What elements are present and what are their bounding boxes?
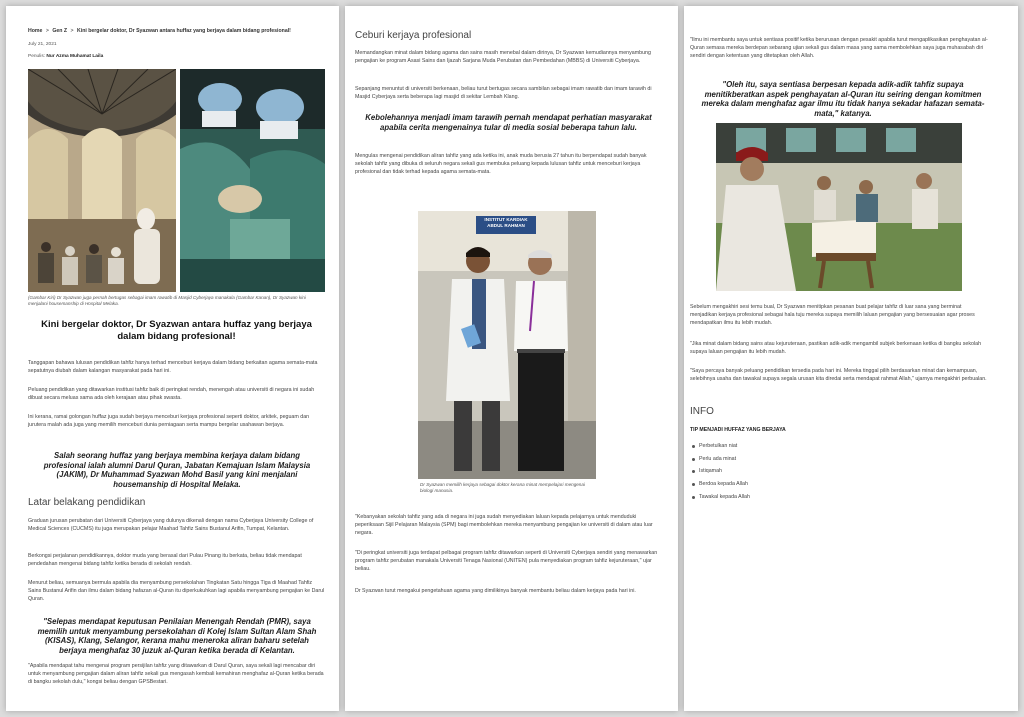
article-title: Kini bergelar doktor, Dr Syazwan antara huffaz yang berjaya dalam bidang profesional! bbox=[41, 319, 312, 342]
paragraph: Sebelum mengakhiri sesi temu bual, Dr Syazwan menitipkan pesanan buat pelajar tahfiz di luar sana yang berminat menjadikan kerjaya profesional sebagai hala tuju mereka supaya memilih laluan pengajian yang bersesuaian agar proses mendapatkan ilmu itu lebih mudah. bbox=[690, 304, 975, 327]
paragraph: Peluang pendidikan yang ditawarkan institusi tahfiz baik di peringkat rendah, menengah atau universiti di negara ini sudah dibuat secara meluas sama ada oleh kerajaan atau pihak swasta. bbox=[28, 387, 315, 402]
breadcrumb-separator: > bbox=[45, 28, 49, 34]
list-item: Perbetulkan niat bbox=[690, 443, 990, 456]
breadcrumb-current: Kini bergelar doktor, Dr Syazwan antara huffaz yang berjaya dalam bidang profesional! bbox=[77, 28, 291, 34]
post-date: July 21, 2021 bbox=[28, 42, 57, 47]
doctors-photo bbox=[418, 211, 596, 479]
paragraph: Memandangkan minat dalam bidang agama dan sains masih menebal dalam dirinya, Dr Syazwan kemudiannya menyambung pengajian ke program Asasi Sains dan Ijazah Sarjana Muda Perubatan dan Pembedahan (MBBS) di Universiti Cyberjaya. bbox=[355, 50, 651, 65]
pull-quote: "Selepas mendapat keputusan Penilaian Menengah Rendah (PMR), saya memilih untuk menyambung persekolahan di Kolej Islam Sultan Alam Shah (KISAS), Klang, Selangor, kerana mahu meneroka aliran baharu setelah berjaya menghafaz 30 juzuk al-Quran ketika berada di Kelantan. bbox=[37, 617, 317, 656]
section-heading: Ceburi kerjaya profesional bbox=[355, 30, 472, 41]
info-heading: INFO bbox=[690, 406, 714, 417]
article-page-2 bbox=[345, 6, 678, 711]
paragraph: "Ilmu ini membantu saya untuk sentiasa positif ketika berurusan dengan pesakit apabila turut mengaplikasikan penghayatan al-Quran semasa mereka berdepan sebarang ujian sekali gus dalam masa yang sama membolehkan saya juga muhasabah diri sendiri dengan ketentuan yang ditetapkan oleh Allah. bbox=[690, 37, 988, 60]
author-prefix: Penulis: bbox=[28, 54, 46, 59]
breadcrumb-home[interactable]: Home bbox=[28, 28, 43, 34]
list-item: Tawakal kepada Allah bbox=[690, 494, 990, 507]
paragraph: "Saya percaya banyak peluang pendidikan tersedia pada hari ini. Mereka tinggal pilih berdasarkan minat dan kemampuan, selebihnya usaha dan tawakal supaya segala urusan kita diredai serta mendapat rahmat Allah," ujarnya mengakhiri perbualan. bbox=[690, 368, 987, 383]
pull-quote: "Oleh itu, saya sentiasa berpesan kepada adik-adik tahfiz supaya menitikberatkan aspek penghayatan al-Quran itu seiring dengan komitmen mereka dalam menghafaz agar ilmu itu tidak hanya sekadar hafazan semata-mata," katanya. bbox=[701, 80, 985, 119]
paragraph: "Jika minat dalam bidang sains atau kejuruteraan, pastikan adik-adik mengambil subjek berkenaan ketika di bangku sekolah supaya laluan pengajian itu lebih mudah. bbox=[690, 341, 982, 356]
list-item: Perlu ada minat bbox=[690, 456, 990, 469]
photo-sign: INSTITUT KARDIAK ABDUL RAHMAN bbox=[484, 217, 528, 228]
pull-quote: Salah seorang huffaz yang berjaya membina kerjaya dalam bidang profesional ialah alumni Darul Quran, Jabatan Kemajuan Islam Malaysia (JAKIM), Dr Muhammad Syazwan Mohd Basil yang kini menjalani housemanship di Hospital Melaka. bbox=[43, 451, 311, 490]
photo-caption: Dr Syazwan memilih kerjaya sebagai doktor kerana minat mempelajari mengenai biologi manusia. bbox=[420, 482, 585, 494]
paragraph: Graduan jurusan perubatan dari Universiti Cyberjaya yang dulunya dikenali dengan nama Cyberjaya University College of Medical Sciences (CUCMS) itu juga merupakan pelajar Maahad Tahfiz Sains Bustanul Arifin, Tumpat, Kelantan. bbox=[28, 518, 314, 533]
paragraph: Sepanjang menuntut di universiti berkenaan, beliau turut bertugas secara sambilan sebagai imam rawatib dan imam tarawih di Masjid Cyberjaya serta beberapa lagi masjid di sekitar Lembah Klang. bbox=[355, 86, 652, 101]
breadcrumb-gen-z[interactable]: Gen Z bbox=[52, 28, 68, 34]
photo-caption: (Gambar Kiri) Dr Syazwan juga pernah bertugas sebagai imam rawatib di Masjid Cyberjaya manakala (Gambar Kanan), Dr Syazwan kini menjalani housemanship di Hospital Melaka. bbox=[28, 295, 306, 307]
article-page-1 bbox=[6, 6, 339, 711]
paragraph: Tanggapan bahawa lulusan pendidikan tahfiz hanya terhad menceburi kerjaya dalam bidang berkaitan agama semata-mata sepatutnya diubah dalam kalangan masyarakat pada hari ini. bbox=[28, 360, 318, 375]
author-name[interactable]: Nur Azma Muhamat Laila bbox=[46, 54, 104, 59]
paragraph: "Kebanyakan sekolah tahfiz yang ada di negara ini juga sudah menyediakan laluan kepada pelajarnya untuk menduduki peperiksaan Sijil Pelajaran Malaysia (SPM) bagi membolehkan mereka menyambung pengajian ke universiti di dalam atau luar negara. bbox=[355, 514, 653, 537]
paragraph: "Di peringkat universiti juga terdapat pelbagai program tahfiz ditawarkan seperti di Universiti Cyberjaya sendiri yang menawarkan program tahfiz perubatan manakala Universiti Tenaga Nasional (UNITEN) pula menyediakan program tahfiz kejuruteraan," ujar beliau. bbox=[355, 550, 658, 573]
breadcrumb bbox=[28, 28, 293, 34]
mosque-photo bbox=[28, 69, 176, 292]
paragraph: Dr Syazwan turut mengakui pengetahuan agama yang dimilikinya banyak membantu beliau dalam kerjaya pada hari ini. bbox=[355, 588, 636, 594]
list-item: Berdoa kepada Allah bbox=[690, 481, 990, 494]
article-page-3 bbox=[684, 6, 1018, 711]
paragraph: Mengulas mengenai pendidikan aliran tahfiz yang ada ketika ini, anak muda berusia 27 tahun itu berpendapat sudah banyak sekolah tahfiz yang dibuka di seluruh negara sekali gus membuka peluang kepada lulusan tahfiz untuk menceburi kerjaya profesional dan tidak terhad kepada agama semata-mata. bbox=[355, 153, 647, 176]
tips-title: TIP MENJADI HUFFAZ YANG BERJAYA bbox=[690, 427, 786, 433]
pull-quote: Kebolehannya menjadi imam tarawih pernah mendapat perhatian masyarakat apabila cerita mengenainya tular di media sosial beberapa tahun lalu. bbox=[365, 113, 652, 132]
paragraph: Ini kerana, ramai golongan huffaz juga sudah berjaya menceburi kerjaya profesional seperti doktor, arkitek, peguam dan jurutera malah ada juga yang memilih menceburi dunia perniagaan serta mampu bergelar usahawan berjaya. bbox=[28, 414, 310, 429]
section-heading: Latar belakang pendidikan bbox=[28, 497, 146, 508]
paragraph: Berkongsi perjalanan pendidikannya, doktor muda yang berasal dari Pulau Pinang itu berkata, beliau tidak mendapat pendedahan mengenai bidang tahfiz ketika berada di sekolah rendah. bbox=[28, 553, 302, 568]
list-item: Istiqamah bbox=[690, 468, 990, 481]
post-author bbox=[28, 54, 103, 59]
breadcrumb-separator: > bbox=[70, 28, 74, 34]
quran-reading-photo bbox=[716, 123, 962, 291]
surgery-photo bbox=[180, 69, 325, 292]
paragraph: Menurut beliau, semuanya bermula apabila dia menyambung persekolahan Tingkatan Satu hingga Tiga di Maahad Tahfiz Sains Bustanul Arifin dan ilmu dalam bidang hafazan al-Quran itu diperkukuhkan lagi apabila menyambung pengajian ke Darul Quran. bbox=[28, 580, 325, 603]
tips-list bbox=[690, 443, 990, 506]
paragraph: "Apabila mendapat tahu mengenai program persijilan tahfiz yang ditawarkan di Darul Quran, saya sekali lagi mencabar diri untuk menyambung pengajian dalam aliran tahfiz sekali gus mengasah kembali kemahiran menghafaz al-Quran ketika berada di bangku sekolah dulu," kongsi beliau dengan GPSBestari. bbox=[28, 663, 324, 686]
